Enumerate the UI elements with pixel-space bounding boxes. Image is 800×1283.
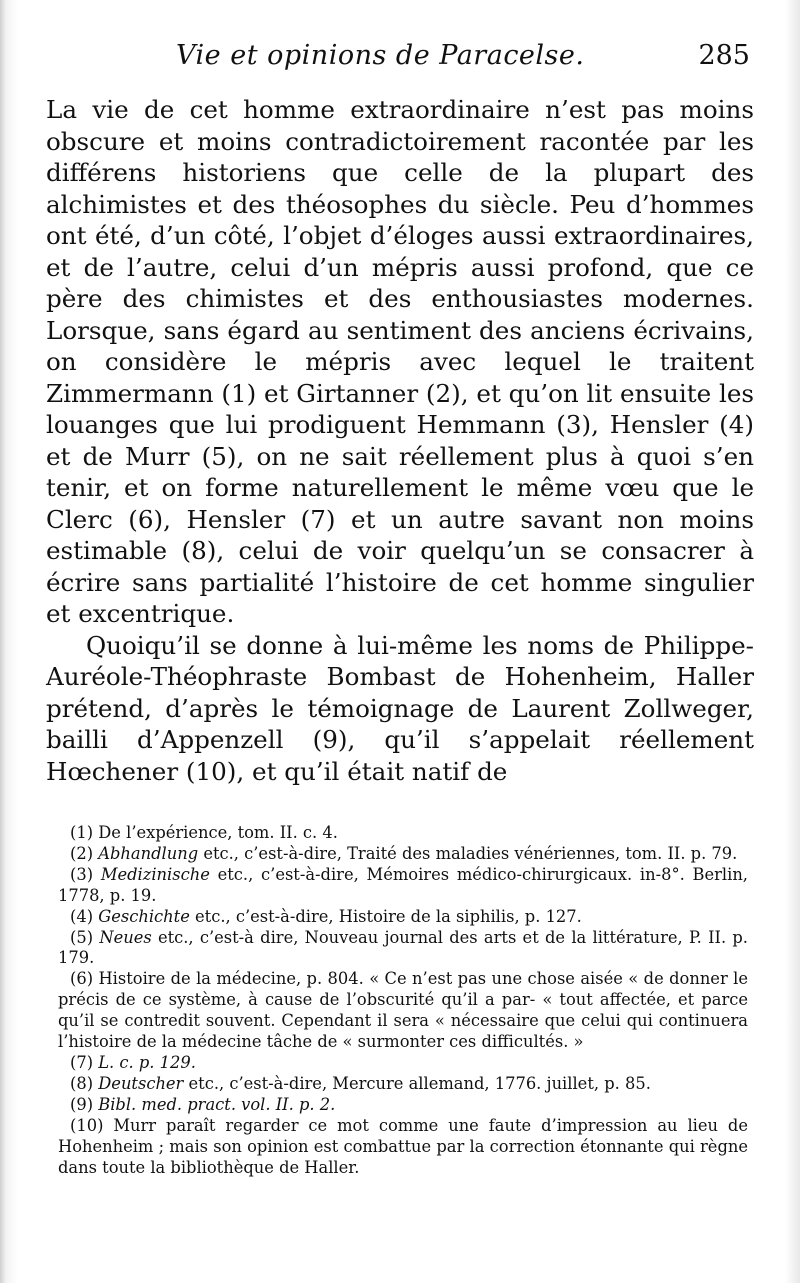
footnote: (8) Deutscher etc., c’est-à-dire, Mercure allemand, 1776. juillet, p. 85.: [70, 1073, 651, 1093]
paragraph: Quoiqu’il se donne à lui-même les noms de Philippe-Auréole-Théophraste Bombast de Hohenheim, Haller prétend, d’après le témoignage de Laurent Zollweger, bailli d’Appenzell (9), qu’il s’appelait réellement Hœchener (10), et qu’il était natif de: [46, 630, 754, 786]
page-header: [46, 40, 754, 88]
running-title: Vie et opinions de Paracelse.: [176, 40, 585, 71]
footnotes: [46, 823, 754, 1178]
footnote: (7) L. c. p. 129.: [70, 1052, 196, 1072]
footnote: (5) Neues etc., c’est-à dire, Nouveau journal des arts et de la littérature, P. II. p. 179.: [58, 927, 748, 968]
footnote: (10) Murr paraît regarder ce mot comme une faute d’impression au lieu de Hohenheim ; mais son opinion est combattue par la correction étonnante qui règne dans toute la bibliothèque de Haller.: [58, 1115, 748, 1177]
footnote: (1) De l’expérience, tom. II. c. 4.: [70, 823, 338, 842]
main-text: [46, 94, 754, 787]
footnote: (2) Abhandlung etc., c’est-à-dire, Traité des maladies vénériennes, tom. II. p. 79.: [70, 843, 738, 863]
footnote: (9) Bibl. med. pract. vol. II. p. 2.: [70, 1094, 336, 1114]
paragraph: La vie de cet homme extraordinaire n’est pas moins obscure et moins contradictoirement racontée par les différens historiens que celle de la plupart des alchimistes et des théosophes du siècle. Peu d’hommes ont été, d’un côté, l’objet d’éloges aussi extraordinaires, et de l’autre, celui d’un mépris aussi profond, que ce père des chimistes et des enthousiastes modernes. Lorsque, sans égard au sentiment des anciens écrivains, on considère le mépris avec lequel le traitent Zimmermann (1) et Girtanner (2), et qu’on lit ensuite les louanges que lui prodiguent Hemmann (3), Hensler (4) et de Murr (5), on ne sait réellement plus à quoi s’en tenir, et on forme naturellement le même vœu que le Clerc (6), Hensler (7) et un autre savant non moins estimable (8), celui de voir quelqu’un se consacrer à écrire sans partialité l’histoire de cet homme singulier et excentrique.: [46, 95, 754, 628]
footnote: (3) Medizinische etc., c’est-à-dire, Mémoires médico-chirurgicaux. in-8°. Berlin, 1778, p. 19.: [58, 864, 748, 905]
footnote: (4) Geschichte etc., c’est-à-dire, Histoire de la siphilis, p. 127.: [70, 906, 582, 926]
page-number: 285: [698, 40, 750, 71]
footnote: (6) Histoire de la médecine, p. 804. « Ce n’est pas une chose aisée « de donner le précis de ce système, à cause de l’obscurité qu’il a par- « tout affectée, et parce qu’il se contredit souvent. Cependant il sera « nécessaire que celui qui continuera l’histoire de la médecine tâche de « surmonter ces difficultés. »: [58, 969, 748, 1052]
